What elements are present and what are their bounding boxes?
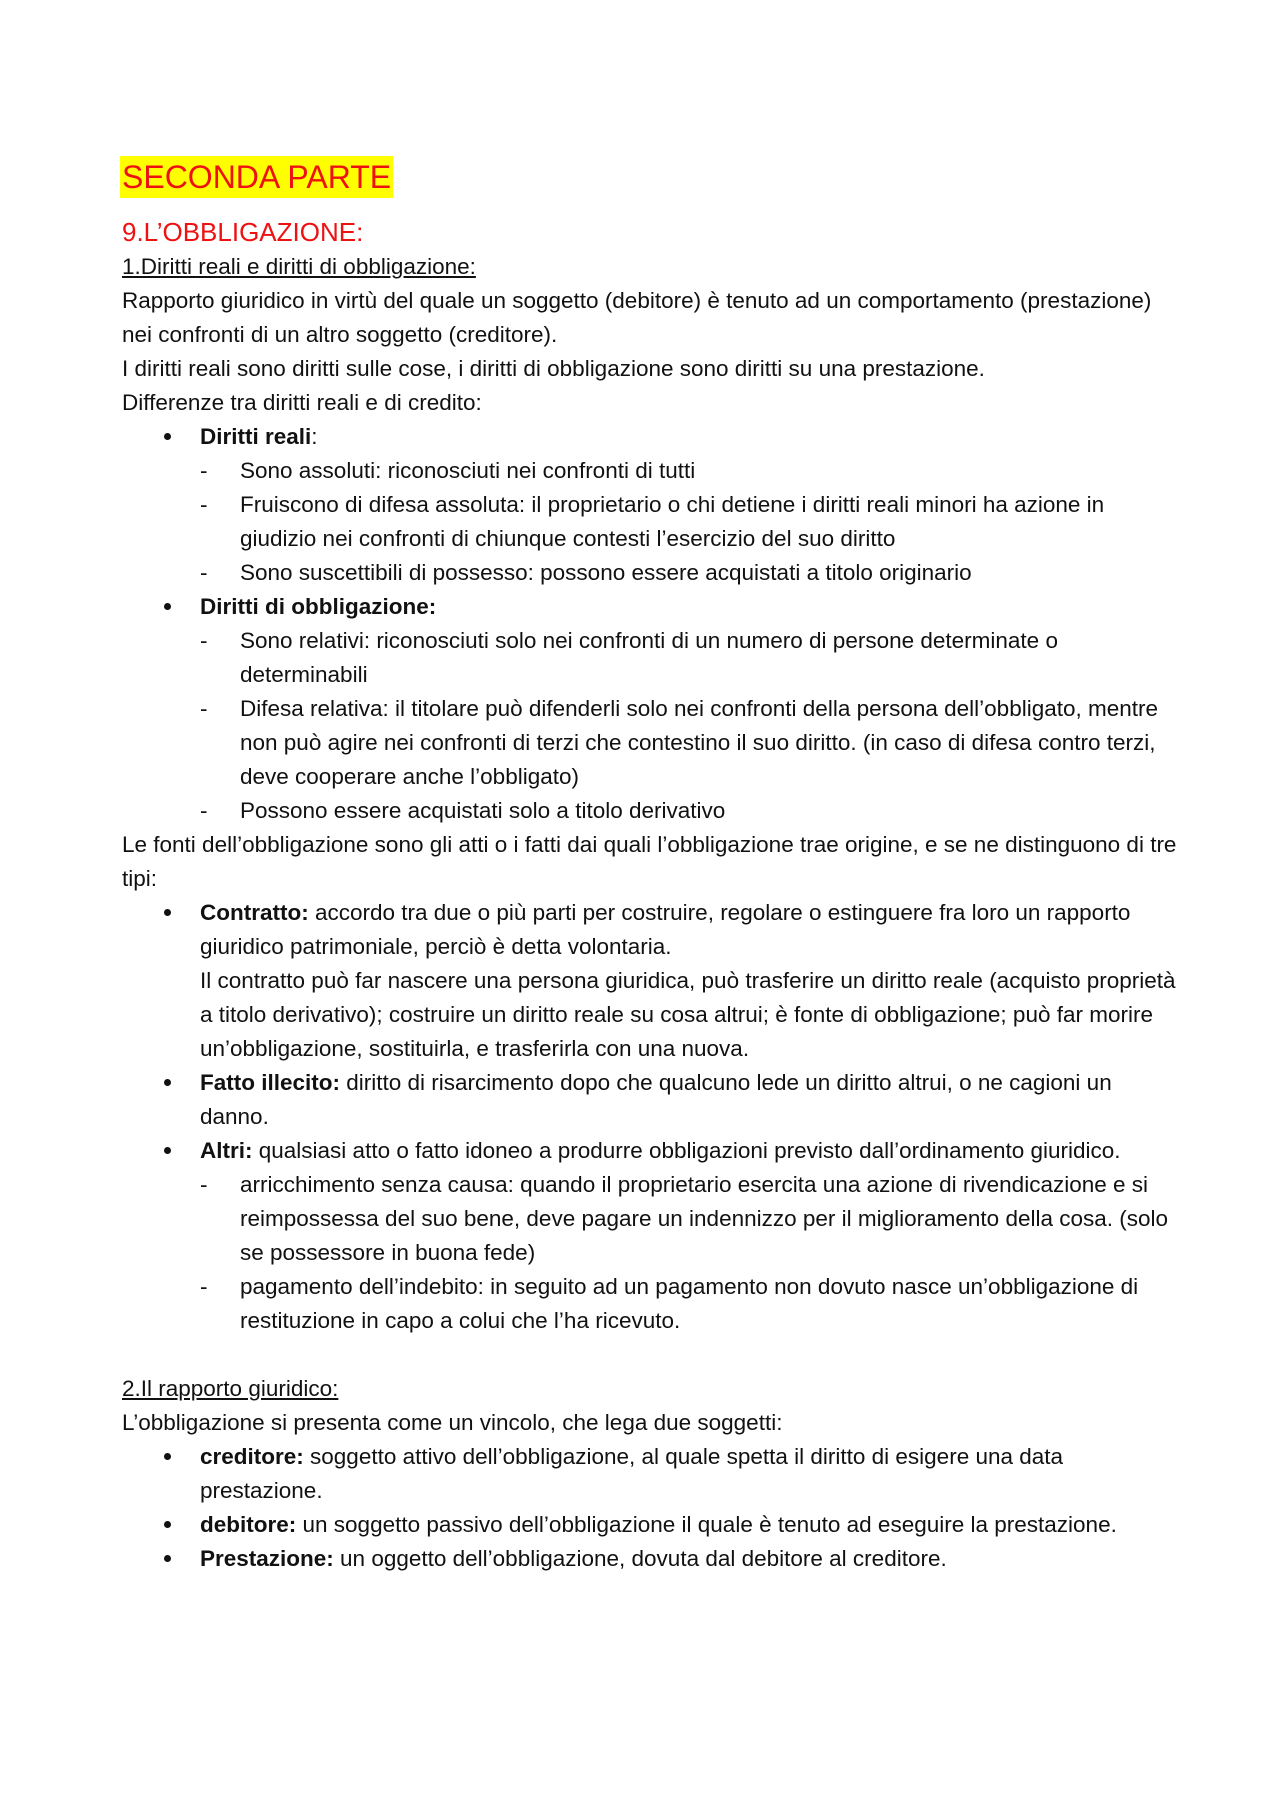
list-item-creditore: [122, 1440, 1182, 1508]
creditore-text: soggetto attivo dell’obbligazione, al quale spetta il diritto di esigere una data prestazione.: [200, 1444, 1064, 1503]
list-item: - Possono essere acquistati solo a titolo derivativo: [200, 794, 1182, 828]
contratto-text: accordo tra due o più parti per costruire, regolare o estinguere fra loro un rapporto giuridico patrimoniale, perciò è detta volontaria.: [200, 900, 1131, 959]
section1-para3: Differenze tra diritti reali e di credito:: [122, 390, 482, 415]
fonti-intro: Le fonti dell’obbligazione sono gli atti o i fatti dai quali l’obbligazione trae origine, e se ne distinguono di tre tipi:: [122, 832, 1177, 891]
part-title: SECONDA PARTE: [120, 156, 393, 198]
list-item: - Sono assoluti: riconosciuti nei confronti di tutti: [200, 454, 1182, 488]
soggetti-list: [122, 1440, 1182, 1576]
section1-heading: 1.Diritti reali e diritti di obbligazione:: [122, 254, 476, 279]
diritti-obbligazione-label: Diritti di obbligazione:: [200, 594, 437, 619]
chapter-title: 9.L’OBBLIGAZIONE:: [122, 217, 364, 247]
list-item-diritti-reali: [122, 420, 1182, 590]
altri-label: Altri:: [200, 1138, 253, 1163]
section1-para1: Rapporto giuridico in virtù del quale un soggetto (debitore) è tenuto ad un comportamento (prestazione) nei confronti di un altro soggetto (creditore).: [122, 288, 1152, 347]
prestazione-label: Prestazione:: [200, 1546, 334, 1571]
illecito-text: diritto di risarcimento dopo che qualcuno lede un diritto altrui, o ne cagioni un danno.: [200, 1070, 1112, 1129]
list-item-fatto-illecito: [122, 1066, 1182, 1134]
list-item: - Sono suscettibili di possesso: possono essere acquistati a titolo originario: [200, 556, 1182, 590]
list-item: - Fruiscono di difesa assoluta: il proprietario o chi detiene i diritti reali minori ha azione in giudizio nei confronti di chiunque contesti l’esercizio del suo diritto: [200, 488, 1182, 556]
debitore-label: debitore:: [200, 1512, 297, 1537]
list-item-prestazione: [122, 1542, 1182, 1576]
altri-text: qualsiasi atto o fatto idoneo a produrre obbligazioni previsto dall’ordinamento giuridico.: [252, 1138, 1121, 1163]
document-content: [122, 156, 1182, 1576]
illecito-label: Fatto illecito:: [200, 1070, 340, 1095]
list-item: - arricchimento senza causa: quando il proprietario esercita una azione di rivendicazione e si reimpossessa del suo bene, deve pagare un indennizzo per il miglioramento della cosa. (solo se possessore in buona fede): [200, 1168, 1182, 1270]
spacer: [122, 1338, 1182, 1372]
diritti-obbligazione-sublist: [200, 624, 1182, 828]
list-item-diritti-obbligazione: [122, 590, 1182, 828]
differences-list: [122, 420, 1182, 828]
diritti-reali-label: Diritti reali: [200, 424, 312, 449]
diritti-reali-sublist: [200, 454, 1182, 590]
contratto-text2: Il contratto può far nascere una persona giuridica, può trasferire un diritto reale (acquisto proprietà a titolo derivativo); costruire un diritto reale su cosa altrui; è fonte di obbligazione; può far morire un’obbligazione, sostituirla, e trasferirla con una nuova.: [200, 968, 1176, 1061]
diritti-reali-colon: :: [311, 424, 318, 449]
list-item: - pagamento dell’indebito: in seguito ad un pagamento non dovuto nasce un’obbligazione di restituzione in capo a colui che l’ha ricevuto.: [200, 1270, 1182, 1338]
prestazione-text: un oggetto dell’obbligazione, dovuta dal debitore al creditore.: [333, 1546, 947, 1571]
creditore-label: creditore:: [200, 1444, 304, 1469]
debitore-text: un soggetto passivo dell’obbligazione il quale è tenuto ad eseguire la prestazione.: [296, 1512, 1117, 1537]
list-item-contratto: [122, 896, 1182, 1066]
list-item: - Difesa relativa: il titolare può difenderli solo nei confronti della persona dell’obbligato, mentre non può agire nei confronti di terzi che contestino il suo diritto. (in caso di difesa contro terzi, deve cooperare anche l’obbligato): [200, 692, 1182, 794]
fonti-list: [122, 896, 1182, 1338]
list-item-debitore: [122, 1508, 1182, 1542]
altri-sublist: [200, 1168, 1182, 1338]
section1-para2: I diritti reali sono diritti sulle cose, i diritti di obbligazione sono diritti su una prestazione.: [122, 356, 985, 381]
section2-intro: L’obbligazione si presenta come un vincolo, che lega due soggetti:: [122, 1410, 783, 1435]
list-item-altri: [122, 1134, 1182, 1338]
section2-heading: 2.Il rapporto giuridico:: [122, 1376, 339, 1401]
contratto-label: Contratto:: [200, 900, 309, 925]
list-item: - Sono relativi: riconosciuti solo nei confronti di un numero di persone determinate o determinabili: [200, 624, 1182, 692]
